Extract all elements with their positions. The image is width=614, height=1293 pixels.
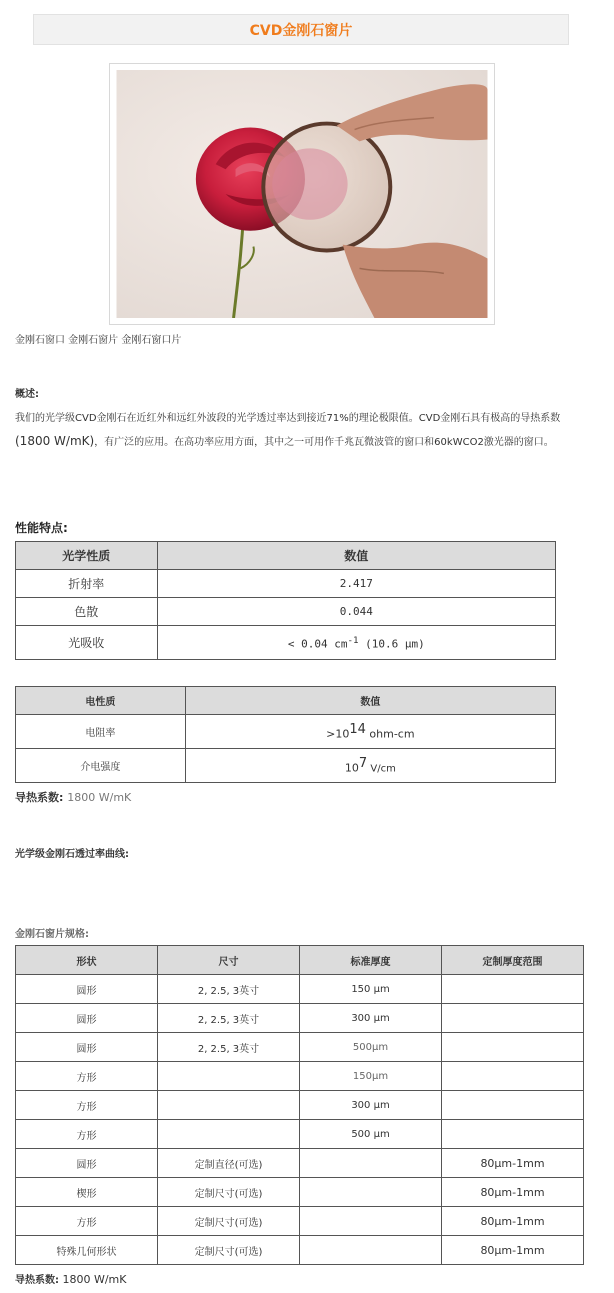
custom-thickness-cell (442, 1033, 584, 1062)
window-spec-table (15, 945, 584, 1265)
overview-label: 概述: (15, 389, 39, 400)
column-header: 光学性质 (16, 542, 158, 570)
standard-thickness-cell: 150 μm (300, 975, 442, 1004)
value-cell (157, 626, 555, 660)
size-cell: 2, 2.5, 3英寸 (158, 1004, 300, 1033)
table-row (16, 1033, 584, 1062)
table-row (16, 1062, 584, 1091)
value-text: 10 (344, 761, 359, 775)
value-superscript: 7 (358, 756, 368, 772)
column-header: 数值 (157, 542, 555, 570)
spec-heading: 金刚石窗片规格: (15, 929, 89, 940)
custom-thickness-cell: 80μm-1mm (442, 1207, 584, 1236)
value-text: >10 (326, 727, 350, 741)
shape-cell: 方形 (16, 1091, 158, 1120)
property-cell: 介电强度 (16, 749, 186, 783)
custom-thickness-cell (442, 1062, 584, 1091)
standard-thickness-cell (300, 1178, 442, 1207)
rose-diamond-window-image (116, 70, 488, 318)
table-row (16, 1178, 584, 1207)
table-header-row (16, 542, 556, 570)
column-header: 形状 (16, 946, 158, 975)
property-cell: 光吸收 (16, 626, 158, 660)
size-cell: 2, 2.5, 3英寸 (158, 975, 300, 1004)
thermal-label: 导热系数: (15, 1275, 59, 1286)
value-cell (185, 749, 555, 783)
size-cell: 定制尺寸(可选) (158, 1207, 300, 1236)
table-row (16, 1004, 584, 1033)
table-row (16, 1149, 584, 1178)
table-row (16, 1091, 584, 1120)
size-cell: 定制尺寸(可选) (158, 1236, 300, 1265)
standard-thickness-cell: 300 μm (300, 1091, 442, 1120)
table-row (16, 715, 556, 749)
shape-cell: 圆形 (16, 1004, 158, 1033)
shape-cell: 方形 (16, 1062, 158, 1091)
size-cell (158, 1091, 300, 1120)
overview-text (15, 407, 590, 454)
table-header-row (16, 687, 556, 715)
overview-text-part1: 我们的光学级CVD金刚石在近红外和远红外波段的光学透过率达到接近71%的理论极限值。CVD金刚石具有极高的导热系数 (15, 413, 561, 424)
size-cell (158, 1062, 300, 1091)
shape-cell: 方形 (16, 1120, 158, 1149)
table-row (16, 626, 556, 660)
image-caption: 金刚石窗口 金刚石窗片 金刚石窗口片 (15, 335, 182, 346)
overview-text-part2: ，有广泛的应用。在高功率应用方面，其中之一可用作千兆瓦微波管的窗口和60kWCO2激光器的窗口。 (94, 437, 554, 448)
column-header: 电性质 (16, 687, 186, 715)
thermal-label: 导热系数: (15, 791, 64, 804)
shape-cell: 圆形 (16, 975, 158, 1004)
standard-thickness-cell: 150μm (300, 1062, 442, 1091)
page-title: CVD金刚石窗片 (33, 14, 569, 45)
table-row (16, 975, 584, 1004)
standard-thickness-cell (300, 1149, 442, 1178)
custom-thickness-cell (442, 1120, 584, 1149)
value-superscript: 14 (349, 722, 366, 738)
size-cell: 定制直径(可选) (158, 1149, 300, 1178)
overview-text-value: (1800 W/mK) (15, 434, 95, 448)
custom-thickness-cell (442, 1004, 584, 1033)
value-cell: 0.044 (157, 598, 555, 626)
table-row (16, 598, 556, 626)
column-header: 数值 (185, 687, 555, 715)
product-photo (109, 63, 495, 325)
table-row (16, 1236, 584, 1265)
thermal-conductivity-footer (15, 1271, 127, 1286)
column-header: 定制厚度范围 (442, 946, 584, 975)
value-cell: 2.417 (157, 570, 555, 598)
standard-thickness-cell: 500 μm (300, 1120, 442, 1149)
value-unit: ohm-cm (365, 727, 415, 741)
thermal-value: 1800 W/mK (67, 791, 132, 804)
shape-cell: 特殊几何形状 (16, 1236, 158, 1265)
value-unit: V/cm (367, 763, 396, 775)
thermal-value: 1800 W/mK (62, 1273, 127, 1286)
table-header-row (16, 946, 584, 975)
custom-thickness-cell (442, 1091, 584, 1120)
standard-thickness-cell: 500μm (300, 1033, 442, 1062)
size-cell: 定制尺寸(可选) (158, 1178, 300, 1207)
custom-thickness-cell: 80μm-1mm (442, 1178, 584, 1207)
optical-properties-table (15, 541, 556, 660)
custom-thickness-cell: 80μm-1mm (442, 1149, 584, 1178)
table-row (16, 1207, 584, 1236)
column-header: 尺寸 (158, 946, 300, 975)
size-cell (158, 1120, 300, 1149)
shape-cell: 圆形 (16, 1149, 158, 1178)
shape-cell: 楔形 (16, 1178, 158, 1207)
value-text: < 0.04 cm (287, 637, 348, 651)
standard-thickness-cell: 300 μm (300, 1004, 442, 1033)
custom-thickness-cell: 80μm-1mm (442, 1236, 584, 1265)
shape-cell: 方形 (16, 1207, 158, 1236)
table-row (16, 749, 556, 783)
thermal-conductivity-line (15, 789, 131, 805)
property-cell: 色散 (16, 598, 158, 626)
value-unit: (10.6 μm) (358, 637, 425, 651)
size-cell: 2, 2.5, 3英寸 (158, 1033, 300, 1062)
transmission-curve-heading: 光学级金刚石透过率曲线: (15, 849, 129, 860)
shape-cell: 圆形 (16, 1033, 158, 1062)
property-cell: 折射率 (16, 570, 158, 598)
value-cell (185, 715, 555, 749)
table-row (16, 1120, 584, 1149)
performance-heading: 性能特点: (15, 521, 68, 535)
custom-thickness-cell (442, 975, 584, 1004)
column-header: 标准厚度 (300, 946, 442, 975)
value-superscript: -1 (347, 634, 359, 646)
electrical-properties-table (15, 686, 556, 783)
table-row (16, 570, 556, 598)
property-cell: 电阻率 (16, 715, 186, 749)
standard-thickness-cell (300, 1236, 442, 1265)
standard-thickness-cell (300, 1207, 442, 1236)
